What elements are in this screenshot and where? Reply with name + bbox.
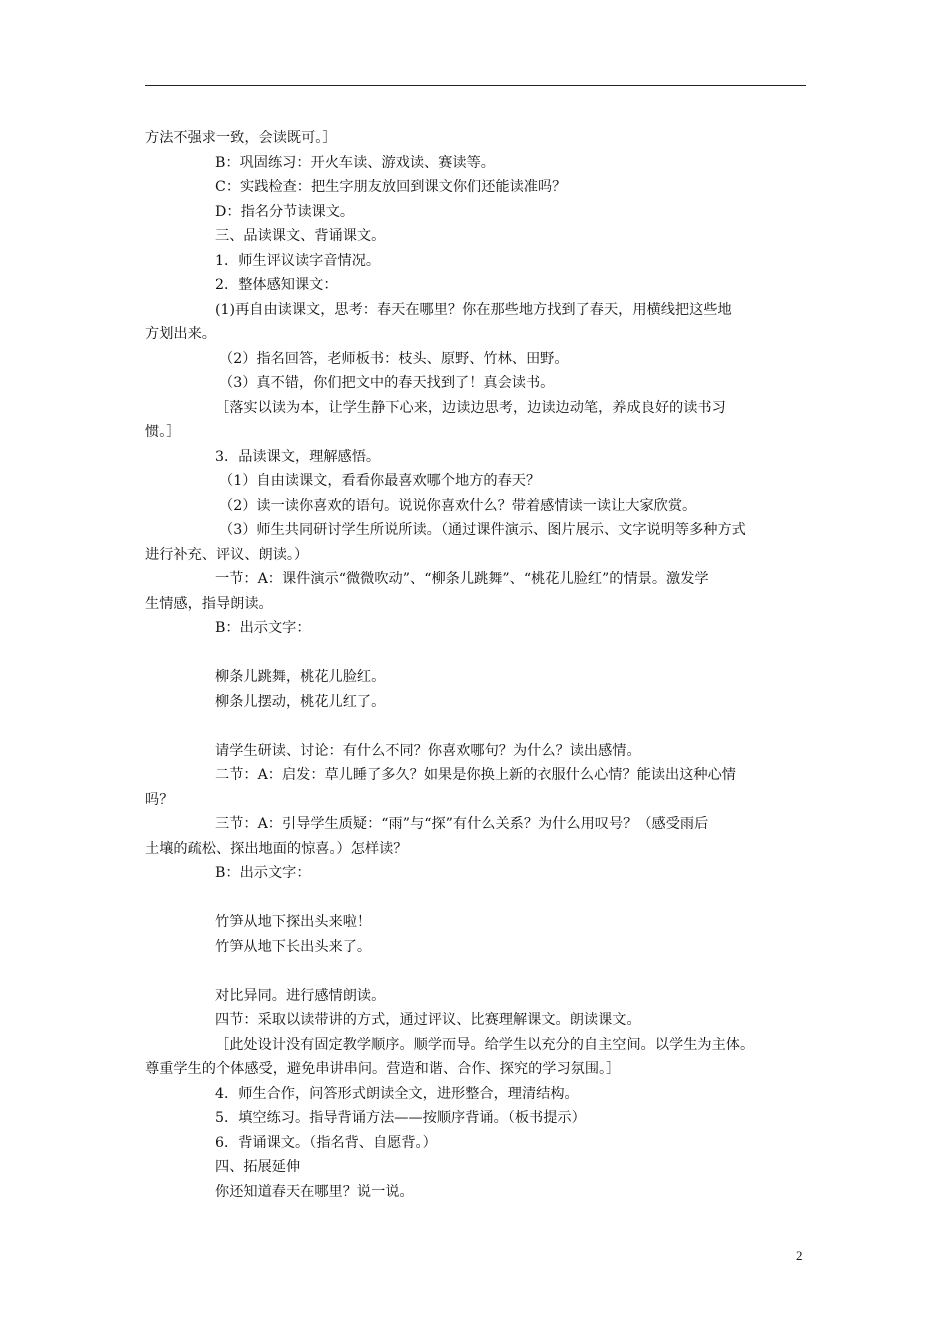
- text-line: 1．师生评议读字音情况。: [215, 252, 381, 269]
- text-line: ［此处设计没有固定教学顺序。顺学而导。给学生以充分的自主空间。以学生为主体。: [215, 1036, 755, 1053]
- text-line: B：巩固练习：开火车读、游戏读、赛读等。: [215, 154, 495, 171]
- text-line: 进行补充、评议、朗读。）: [145, 546, 309, 563]
- text-line: 4．师生合作，问答形式朗读全文，进形整合，理清结构。: [215, 1085, 579, 1102]
- text-line: 土壤的疏松、探出地面的惊喜。）怎样读？: [145, 840, 408, 857]
- text-line: 吗？: [145, 791, 174, 808]
- text-line: 一节：A：课件演示“微微吹动”、“柳条儿跳舞”、“桃花儿脸红”的情景。激发学: [215, 571, 709, 587]
- text-line: B：出示文字：: [215, 865, 311, 881]
- text-line: 5．填空练习。指导背诵方法——按顺序背诵。（板书提示）: [215, 1110, 586, 1126]
- text-line: C：实践检查：把生字朋友放回到课文你们还能读准吗？: [215, 179, 567, 195]
- text-line: ［落实以读为本，让学生静下心来，边读边思考，边读边动笔，养成良好的读书习: [215, 399, 726, 416]
- quoted-text-line: 柳条儿跳舞，桃花儿脸红。: [215, 669, 386, 685]
- text-line: （1）自由读课文，看看你最喜欢哪个地方的春天？: [219, 473, 541, 489]
- text-line: （2）读一读你喜欢的语句。说说你喜欢什么？带着感情读一读让大家欣赏。: [219, 497, 697, 514]
- text-line: 对比异同。进行感情朗读。: [215, 987, 386, 1004]
- text-line: （2）指名回答，老师板书：枝头、原野、竹林、田野。: [219, 350, 569, 367]
- text-line: 方法不强求一致，会读既可。］: [145, 130, 337, 146]
- text-line: 2．整体感知课文：: [215, 277, 338, 293]
- header-rule: [145, 85, 806, 86]
- blank-line: [145, 714, 809, 739]
- text-line: 方划出来。: [145, 326, 216, 342]
- text-line: B：出示文字：: [215, 620, 311, 636]
- blank-line: [145, 886, 809, 911]
- document-body: [145, 126, 809, 1204]
- blank-line: [145, 959, 809, 984]
- text-line: 四节：采取以读带讲的方式，通过评议、比赛理解课文。朗读课文。: [215, 1012, 641, 1028]
- quoted-text-line: 竹笋从地下长出头来了。: [215, 938, 372, 955]
- text-line: D：指名分节读课文。: [215, 203, 355, 220]
- text-line: （3）师生共同研讨学生所说所读。（通过课件演示、图片展示、文字说明等多种方式: [219, 522, 746, 538]
- text-line: 三节：A：引导学生质疑：“雨”与“探”有什么关系？为什么用叹号？（感受雨后: [215, 816, 709, 832]
- text-line: (1)再自由读课文，思考：春天在哪里？你在那些地方找到了春天，用横线把这些地: [215, 301, 732, 318]
- text-line: 3．品读课文，理解感悟。: [215, 448, 381, 465]
- text-line: 尊重学生的个体感受，避免串讲串问。营造和谐、合作、探究的学习氛围。］: [145, 1061, 621, 1077]
- text-line: 二节：A：启发：草儿睡了多久？如果是你换上新的衣服什么心情？能读出这种心情: [215, 767, 736, 783]
- blank-line: [145, 641, 809, 666]
- text-line: （3）真不错，你们把文中的春天找到了！真会读书。: [219, 375, 555, 391]
- text-line: 6．背诵课文。（指名背、自愿背。）: [215, 1134, 437, 1151]
- text-line: 你还知道春天在哪里？说一说。: [215, 1183, 414, 1200]
- text-line: 请学生研读、讨论：有什么不同？你喜欢哪句？为什么？读出感情。: [215, 742, 641, 759]
- text-line: 生情感，指导朗读。: [145, 595, 273, 612]
- text-line: 惯。］: [145, 424, 181, 440]
- section-heading: 四、拓展延伸: [215, 1159, 301, 1175]
- page-number: 2: [796, 1248, 803, 1263]
- quoted-text-line: 竹笋从地下探出头来啦！: [215, 914, 372, 930]
- section-heading: 三、品读课文、背诵课文。: [215, 228, 386, 244]
- quoted-text-line: 柳条儿摆动，桃花儿红了。: [215, 693, 386, 710]
